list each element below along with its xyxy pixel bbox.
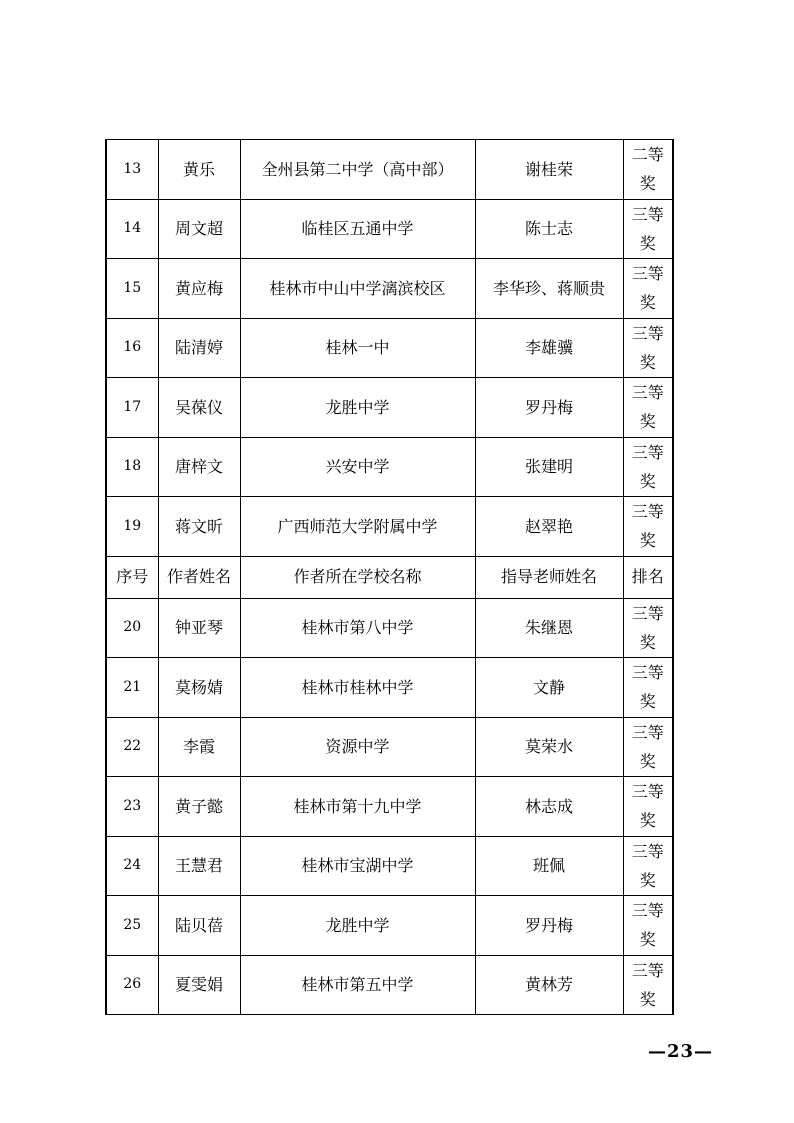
cell-no: 26 (106, 955, 158, 1015)
table-row (106, 140, 673, 200)
rank-line-1: 三等 (631, 603, 664, 623)
rank-line-1: 三等 (631, 264, 664, 284)
cell-school: 桂林市第五中学 (240, 955, 475, 1015)
cell-author: 李霞 (158, 717, 240, 777)
table-header-row (106, 556, 673, 598)
cell-rank (623, 199, 673, 259)
rank-line-1: 三等 (631, 901, 664, 921)
table-row (106, 437, 673, 497)
table-row (106, 777, 673, 837)
cell-school: 桂林一中 (240, 318, 475, 378)
rank-line-2: 奖 (639, 989, 656, 1009)
rank-line-2: 奖 (639, 811, 656, 831)
cell-school: 桂林市中山中学漓滨校区 (240, 259, 475, 319)
header-teacher: 指导老师姓名 (475, 556, 623, 598)
cell-school: 临桂区五通中学 (240, 199, 475, 259)
cell-teacher: 赵翠艳 (475, 497, 623, 557)
table-body-upper (106, 140, 673, 1015)
cell-no: 19 (106, 497, 158, 557)
cell-author: 吴葆仪 (158, 378, 240, 438)
rank-line-2: 奖 (639, 632, 656, 652)
cell-school: 龙胜中学 (240, 378, 475, 438)
cell-author: 王慧君 (158, 836, 240, 896)
table-row (106, 717, 673, 777)
cell-school: 桂林市桂林中学 (240, 658, 475, 718)
rank-line-2: 奖 (639, 531, 656, 551)
table-row (106, 598, 673, 658)
cell-teacher: 朱继恩 (475, 598, 623, 658)
cell-school: 龙胜中学 (240, 896, 475, 956)
cell-rank (623, 437, 673, 497)
rank-line-1: 三等 (631, 960, 664, 980)
table-row (106, 896, 673, 956)
cell-no: 16 (106, 318, 158, 378)
cell-teacher: 班佩 (475, 836, 623, 896)
cell-rank (623, 598, 673, 658)
rank-line-1: 三等 (631, 782, 664, 802)
table-row (106, 378, 673, 438)
cell-author: 黄乐 (158, 140, 240, 200)
rank-line-2: 奖 (639, 174, 656, 194)
cell-no: 18 (106, 437, 158, 497)
rank-line-1: 二等 (631, 145, 664, 165)
cell-no: 14 (106, 199, 158, 259)
cell-rank (623, 318, 673, 378)
cell-no: 25 (106, 896, 158, 956)
cell-rank (623, 140, 673, 200)
rank-line-1: 三等 (631, 323, 664, 343)
rank-line-2: 奖 (639, 870, 656, 890)
rank-line-2: 奖 (639, 471, 656, 491)
table-row (106, 318, 673, 378)
cell-author: 陆清婷 (158, 318, 240, 378)
cell-author: 周文超 (158, 199, 240, 259)
cell-teacher: 李雄骥 (475, 318, 623, 378)
cell-school: 资源中学 (240, 717, 475, 777)
cell-teacher: 罗丹梅 (475, 378, 623, 438)
cell-no: 13 (106, 140, 158, 200)
table-row (106, 259, 673, 319)
cell-rank (623, 658, 673, 718)
cell-teacher: 文静 (475, 658, 623, 718)
rank-line-1: 三等 (631, 502, 664, 522)
cell-rank (623, 497, 673, 557)
cell-rank (623, 777, 673, 837)
header-no: 序号 (106, 556, 158, 598)
award-table (105, 139, 674, 1015)
cell-school: 桂林市第十九中学 (240, 777, 475, 837)
header-school: 作者所在学校名称 (240, 556, 475, 598)
cell-no: 21 (106, 658, 158, 718)
cell-school: 广西师范大学附属中学 (240, 497, 475, 557)
rank-line-1: 三等 (631, 383, 664, 403)
cell-teacher: 李华珍、蒋顺贵 (475, 259, 623, 319)
cell-teacher: 张建明 (475, 437, 623, 497)
cell-author: 夏雯娟 (158, 955, 240, 1015)
cell-author: 陆贝蓓 (158, 896, 240, 956)
rank-line-1: 三等 (631, 841, 664, 861)
cell-teacher: 莫荣水 (475, 717, 623, 777)
cell-rank (623, 896, 673, 956)
rank-line-2: 奖 (639, 412, 656, 432)
cell-rank (623, 717, 673, 777)
cell-rank (623, 378, 673, 438)
cell-teacher: 林志成 (475, 777, 623, 837)
rank-line-2: 奖 (639, 930, 656, 950)
table-row (106, 836, 673, 896)
cell-no: 15 (106, 259, 158, 319)
cell-author: 蒋文昕 (158, 497, 240, 557)
cell-rank (623, 955, 673, 1015)
page-number: —23— (648, 1041, 714, 1062)
cell-teacher: 罗丹梅 (475, 896, 623, 956)
cell-no: 23 (106, 777, 158, 837)
rank-line-2: 奖 (639, 692, 656, 712)
table-row (106, 497, 673, 557)
rank-line-2: 奖 (639, 293, 656, 313)
cell-school: 全州县第二中学（高中部） (240, 140, 475, 200)
cell-school: 兴安中学 (240, 437, 475, 497)
cell-no: 24 (106, 836, 158, 896)
rank-line-1: 三等 (631, 722, 664, 742)
cell-no: 17 (106, 378, 158, 438)
cell-rank (623, 836, 673, 896)
table-row (106, 955, 673, 1015)
rank-line-1: 三等 (631, 204, 664, 224)
cell-school: 桂林市宝湖中学 (240, 836, 475, 896)
cell-author: 莫杨婧 (158, 658, 240, 718)
cell-author: 钟亚琴 (158, 598, 240, 658)
rank-line-1: 三等 (631, 663, 664, 683)
cell-no: 20 (106, 598, 158, 658)
cell-school: 桂林市第八中学 (240, 598, 475, 658)
header-rank: 排名 (623, 556, 673, 598)
table-row (106, 199, 673, 259)
cell-teacher: 陈士志 (475, 199, 623, 259)
rank-line-2: 奖 (639, 751, 656, 771)
cell-no: 22 (106, 717, 158, 777)
cell-teacher: 黄林芳 (475, 955, 623, 1015)
cell-author: 唐梓文 (158, 437, 240, 497)
rank-line-1: 三等 (631, 442, 664, 462)
header-author: 作者姓名 (158, 556, 240, 598)
cell-rank (623, 259, 673, 319)
table-row (106, 658, 673, 718)
rank-line-2: 奖 (639, 233, 656, 253)
cell-author: 黄应梅 (158, 259, 240, 319)
cell-teacher: 谢桂荣 (475, 140, 623, 200)
cell-author: 黄子懿 (158, 777, 240, 837)
rank-line-2: 奖 (639, 352, 656, 372)
